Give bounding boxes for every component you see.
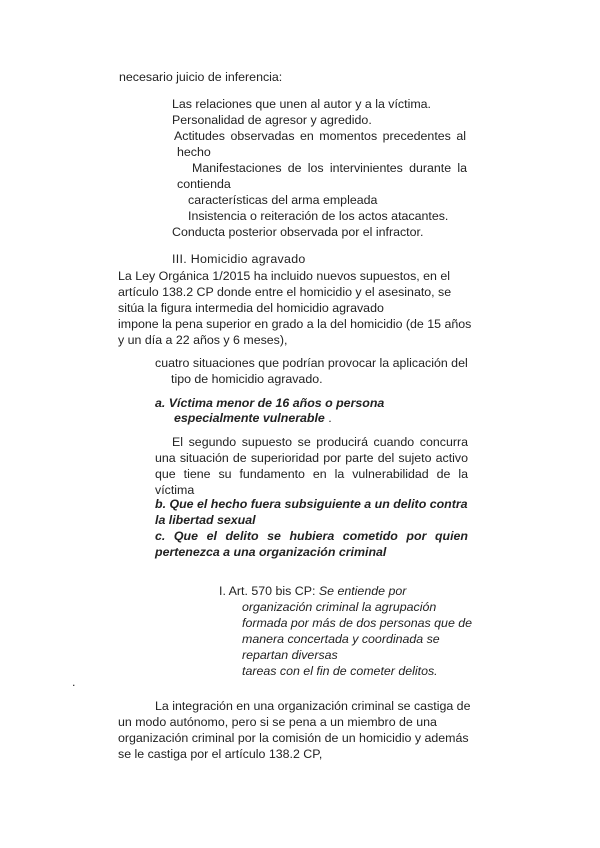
- section-heading: III. Homicidio agravado: [172, 252, 306, 266]
- item-b-title: b. Que el hecho fuera subsiguiente a un delito contra: [155, 497, 468, 511]
- paragraph-line: El segundo supuesto se producirá cuando concurra: [172, 435, 468, 449]
- factor-item-cont: contienda: [177, 177, 231, 191]
- paragraph-line: artículo 138.2 CP donde entre el homicidio y el asesinato, se: [118, 285, 452, 299]
- paragraph-line: organización criminal por la comisión de un homicidio y además: [118, 731, 469, 745]
- item-a-emphasis: especialmente vulnerable: [174, 411, 325, 425]
- intro-text: necesario juicio de inferencia:: [119, 70, 283, 84]
- factor-item: Manifestaciones de los intervinientes durante la: [192, 161, 467, 175]
- quote-line: tareas con el fin de cometer delitos.: [242, 664, 438, 678]
- factor-item: Actitudes observadas en momentos precedentes al: [174, 129, 466, 143]
- item-a-title: a. Víctima menor de 16 años o persona: [155, 396, 385, 410]
- item-a-title-cont: [174, 410, 332, 426]
- factor-item: características del arma empleada: [188, 193, 378, 207]
- paragraph-line: que tiene su fundamento en la vulnerabilidad de la: [155, 467, 468, 481]
- paragraph-line: La integración en una organización criminal se castiga de: [155, 699, 471, 713]
- quote-line: [219, 583, 406, 599]
- quote-text: Se entiende por: [318, 584, 407, 598]
- factor-item: Personalidad de agresor y agredido.: [172, 113, 372, 127]
- quote-line: organización criminal la agrupación: [242, 600, 437, 614]
- item-c-title-cont: pertenezca a una organización criminal: [155, 545, 387, 559]
- item-b-title-cont: la libertad sexual: [155, 513, 256, 527]
- quote-line: manera concertada y coordinada se: [242, 632, 440, 646]
- quote-line: repartan diversas: [242, 648, 338, 662]
- item-a-period: .: [324, 411, 332, 425]
- quote-line: formada por más de dos personas que de: [242, 616, 473, 630]
- factor-item: Las relaciones que unen al autor y a la víctima.: [172, 97, 431, 111]
- factor-item: Insistencia o reiteración de los actos atacantes.: [188, 209, 449, 223]
- item-c-title: c. Que el delito se hubiera cometido por quien: [155, 529, 468, 543]
- paragraph-line: La Ley Orgánica 1/2015 ha incluido nuevos supuestos, en el: [118, 269, 451, 283]
- paragraph-line: víctima: [155, 483, 195, 497]
- paragraph-line: un modo autónomo, pero si se pena a un miembro de una: [118, 715, 437, 729]
- paragraph-line: y un día a 22 años y 6 meses),: [118, 333, 288, 347]
- paragraph-line: tipo de homicidio agravado.: [171, 372, 323, 386]
- quote-label: I. Art. 570 bis CP:: [219, 584, 319, 598]
- paragraph-line: una situación de superioridad por parte del sujeto activo: [155, 451, 468, 465]
- factor-item: Conducta posterior observada por el infractor.: [172, 225, 424, 239]
- paragraph-line: cuatro situaciones que podrían provocar la aplicación del: [155, 356, 468, 370]
- paragraph-line: impone la pena superior en grado a la del homicidio (de 15 años: [118, 317, 472, 331]
- paragraph-line: se le castiga por el artículo 138.2 CP,: [118, 747, 323, 761]
- factor-item-cont: hecho: [177, 145, 211, 159]
- stray-mark: .: [72, 675, 76, 689]
- paragraph-line: sitúa la figura intermedia del homicidio agravado: [118, 301, 384, 315]
